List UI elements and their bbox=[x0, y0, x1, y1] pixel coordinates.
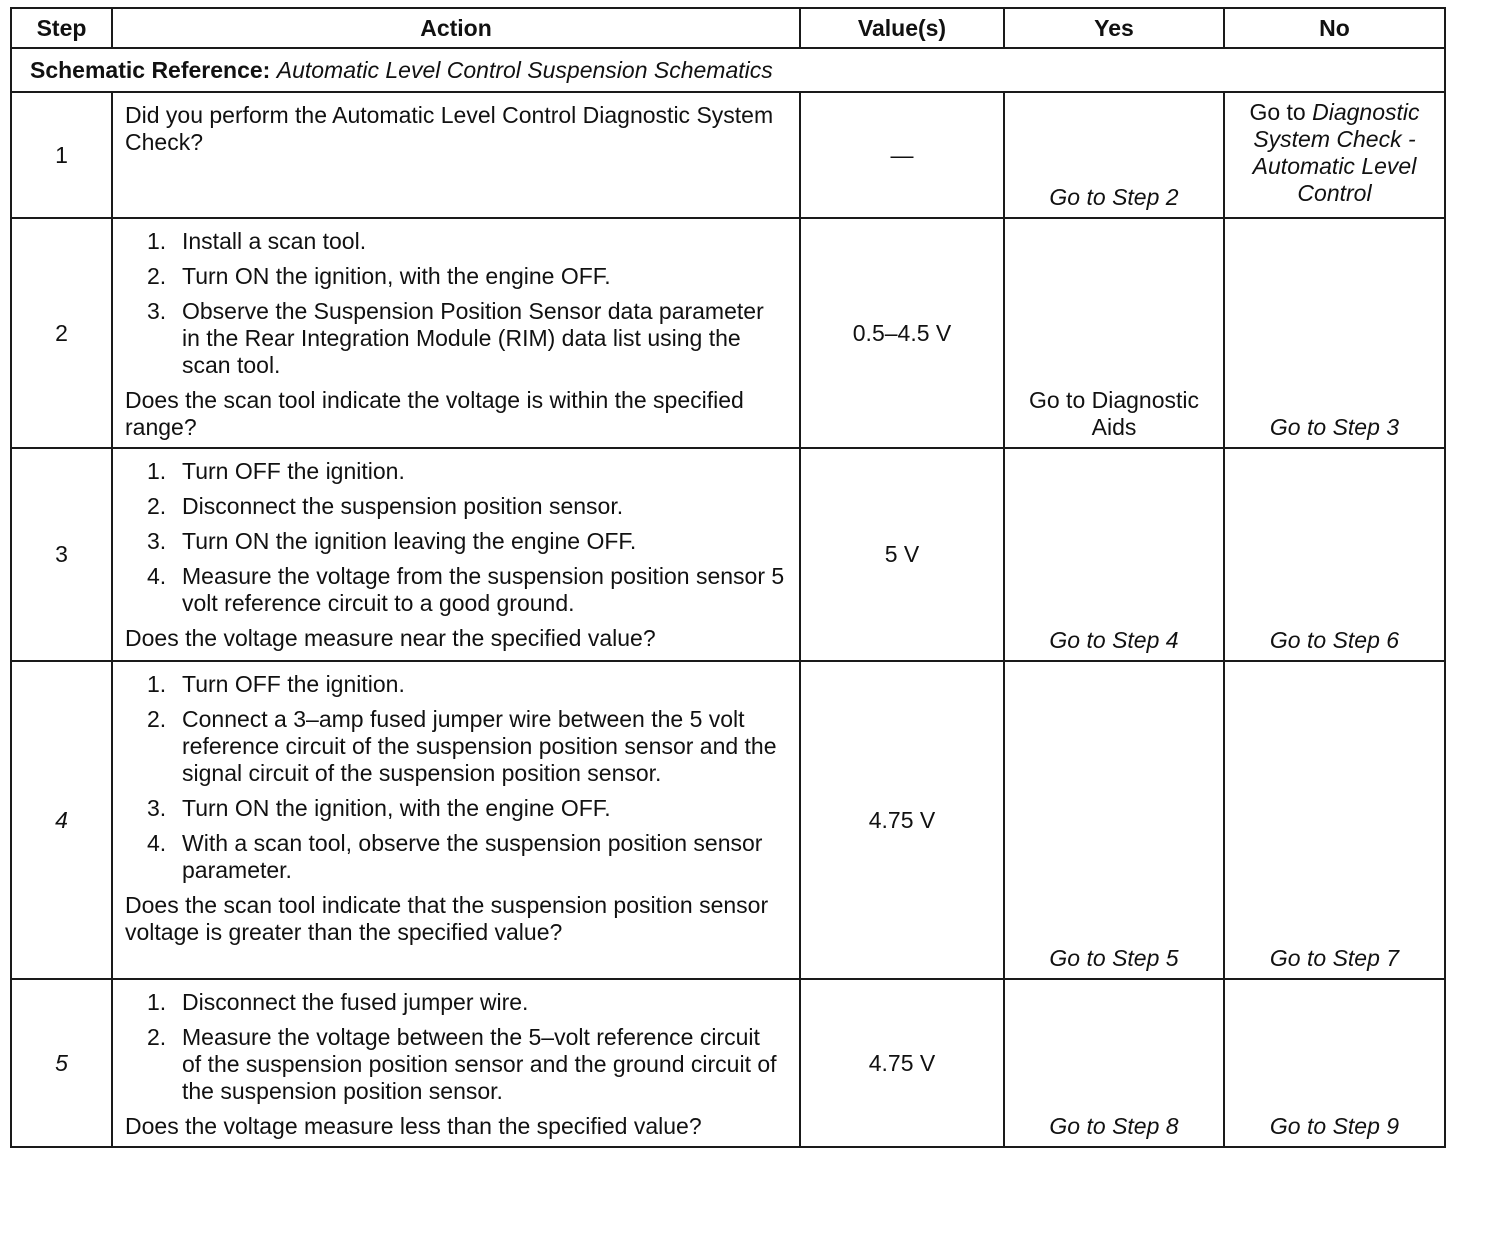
no-link[interactable]: Go to Step 6 bbox=[1269, 627, 1400, 653]
action-step: 2. Measure the voltage between the 5–volt reference circuit of the suspension position sensor and the ground circuit of the suspension position sensor. bbox=[147, 1024, 777, 1104]
action-cell bbox=[112, 661, 800, 979]
header-yes: Yes bbox=[1004, 8, 1224, 48]
action-question: Did you perform the Automatic Level Control Diagnostic System Check? bbox=[125, 102, 774, 155]
yes-link[interactable]: Go to Step 5 bbox=[1049, 945, 1179, 971]
step-number: 3 bbox=[11, 448, 112, 661]
action-steps bbox=[125, 228, 785, 379]
no-cell bbox=[1224, 218, 1445, 448]
no-cell bbox=[1224, 979, 1445, 1147]
yes-cell[interactable]: Go to Diagnostic Aids bbox=[1004, 218, 1224, 448]
action-step: 1. Turn OFF the ignition. bbox=[147, 458, 405, 484]
schematic-reference bbox=[11, 48, 1445, 92]
action-cell bbox=[112, 218, 800, 448]
action-question: Does the voltage measure near the specified value? bbox=[125, 625, 656, 651]
action-step: 1. Install a scan tool. bbox=[147, 228, 367, 254]
value-cell: 4.75 V bbox=[800, 979, 1004, 1147]
diagnostic-table bbox=[10, 7, 1446, 1148]
no-prefix: Go to bbox=[1249, 99, 1306, 125]
value-cell: — bbox=[800, 92, 1004, 218]
yes-cell bbox=[1004, 661, 1224, 979]
action-step: 3. Observe the Suspension Position Sensor data parameter in the Rear Integration Module (RIM) data list using the scan tool. bbox=[147, 298, 764, 378]
action-step: 1. Turn OFF the ignition. bbox=[147, 671, 405, 697]
value-cell: 0.5–4.5 V bbox=[800, 218, 1004, 448]
yes-cell bbox=[1004, 92, 1224, 218]
action-question: Does the scan tool indicate the voltage is within the specified range? bbox=[125, 387, 744, 440]
no-link[interactable]: Go to Step 7 bbox=[1269, 945, 1400, 971]
yes-link[interactable]: Go to Step 2 bbox=[1049, 184, 1179, 210]
action-step: 3. Turn ON the ignition, with the engine OFF. bbox=[147, 795, 611, 821]
no-link[interactable]: Go to Step 3 bbox=[1269, 414, 1400, 440]
action-cell bbox=[112, 448, 800, 661]
action-step: 4. Measure the voltage from the suspension position sensor 5 volt reference circuit to a good ground. bbox=[147, 563, 785, 616]
step-number: 2 bbox=[11, 218, 112, 448]
action-step: 3. Turn ON the ignition leaving the engine OFF. bbox=[147, 528, 637, 554]
no-link[interactable]: Go to Step 9 bbox=[1269, 1113, 1400, 1139]
header-row bbox=[11, 8, 1445, 48]
action-question: Does the voltage measure less than the specified value? bbox=[125, 1113, 702, 1139]
step-number: 4 bbox=[11, 661, 112, 979]
action-step: 2. Connect a 3–amp fused jumper wire between the 5 volt reference circuit of the suspension position sensor and the signal circuit of the suspension position sensor. bbox=[147, 706, 777, 786]
action-step: 2. Disconnect the suspension position sensor. bbox=[147, 493, 624, 519]
action-step: 1. Disconnect the fused jumper wire. bbox=[147, 989, 529, 1015]
table-row bbox=[11, 92, 1445, 218]
action-steps bbox=[125, 671, 785, 884]
no-cell bbox=[1224, 448, 1445, 661]
no-cell bbox=[1224, 92, 1445, 218]
schematic-label: Schematic Reference: bbox=[30, 56, 271, 83]
header-step: Step bbox=[11, 8, 112, 48]
no-link[interactable]: Diagnostic System Check - Automatic Level Control bbox=[1252, 99, 1420, 206]
schematic-link[interactable]: Automatic Level Control Suspension Schematics bbox=[276, 56, 773, 83]
no-cell bbox=[1224, 661, 1445, 979]
header-action: Action bbox=[112, 8, 800, 48]
value-cell: 5 V bbox=[800, 448, 1004, 661]
header-no: No bbox=[1224, 8, 1445, 48]
table-row bbox=[11, 218, 1445, 448]
table-row bbox=[11, 448, 1445, 661]
table-row bbox=[11, 979, 1445, 1147]
schematic-reference-row bbox=[11, 48, 1445, 92]
action-step: 4. With a scan tool, observe the suspension position sensor parameter. bbox=[147, 830, 763, 883]
action-cell bbox=[112, 979, 800, 1147]
yes-link[interactable]: Go to Step 8 bbox=[1049, 1113, 1179, 1139]
step-number: 1 bbox=[11, 92, 112, 218]
yes-link[interactable]: Go to Step 4 bbox=[1049, 627, 1179, 653]
action-steps bbox=[125, 458, 785, 617]
step-number: 5 bbox=[11, 979, 112, 1147]
yes-cell bbox=[1004, 448, 1224, 661]
yes-cell bbox=[1004, 979, 1224, 1147]
action-steps bbox=[125, 989, 785, 1105]
action-question: Does the scan tool indicate that the suspension position sensor voltage is greater than the specified value? bbox=[125, 892, 769, 945]
action-cell bbox=[112, 92, 800, 218]
table-row bbox=[11, 661, 1445, 979]
header-values: Value(s) bbox=[800, 8, 1004, 48]
value-cell: 4.75 V bbox=[800, 661, 1004, 979]
action-step: 2. Turn ON the ignition, with the engine OFF. bbox=[147, 263, 611, 289]
